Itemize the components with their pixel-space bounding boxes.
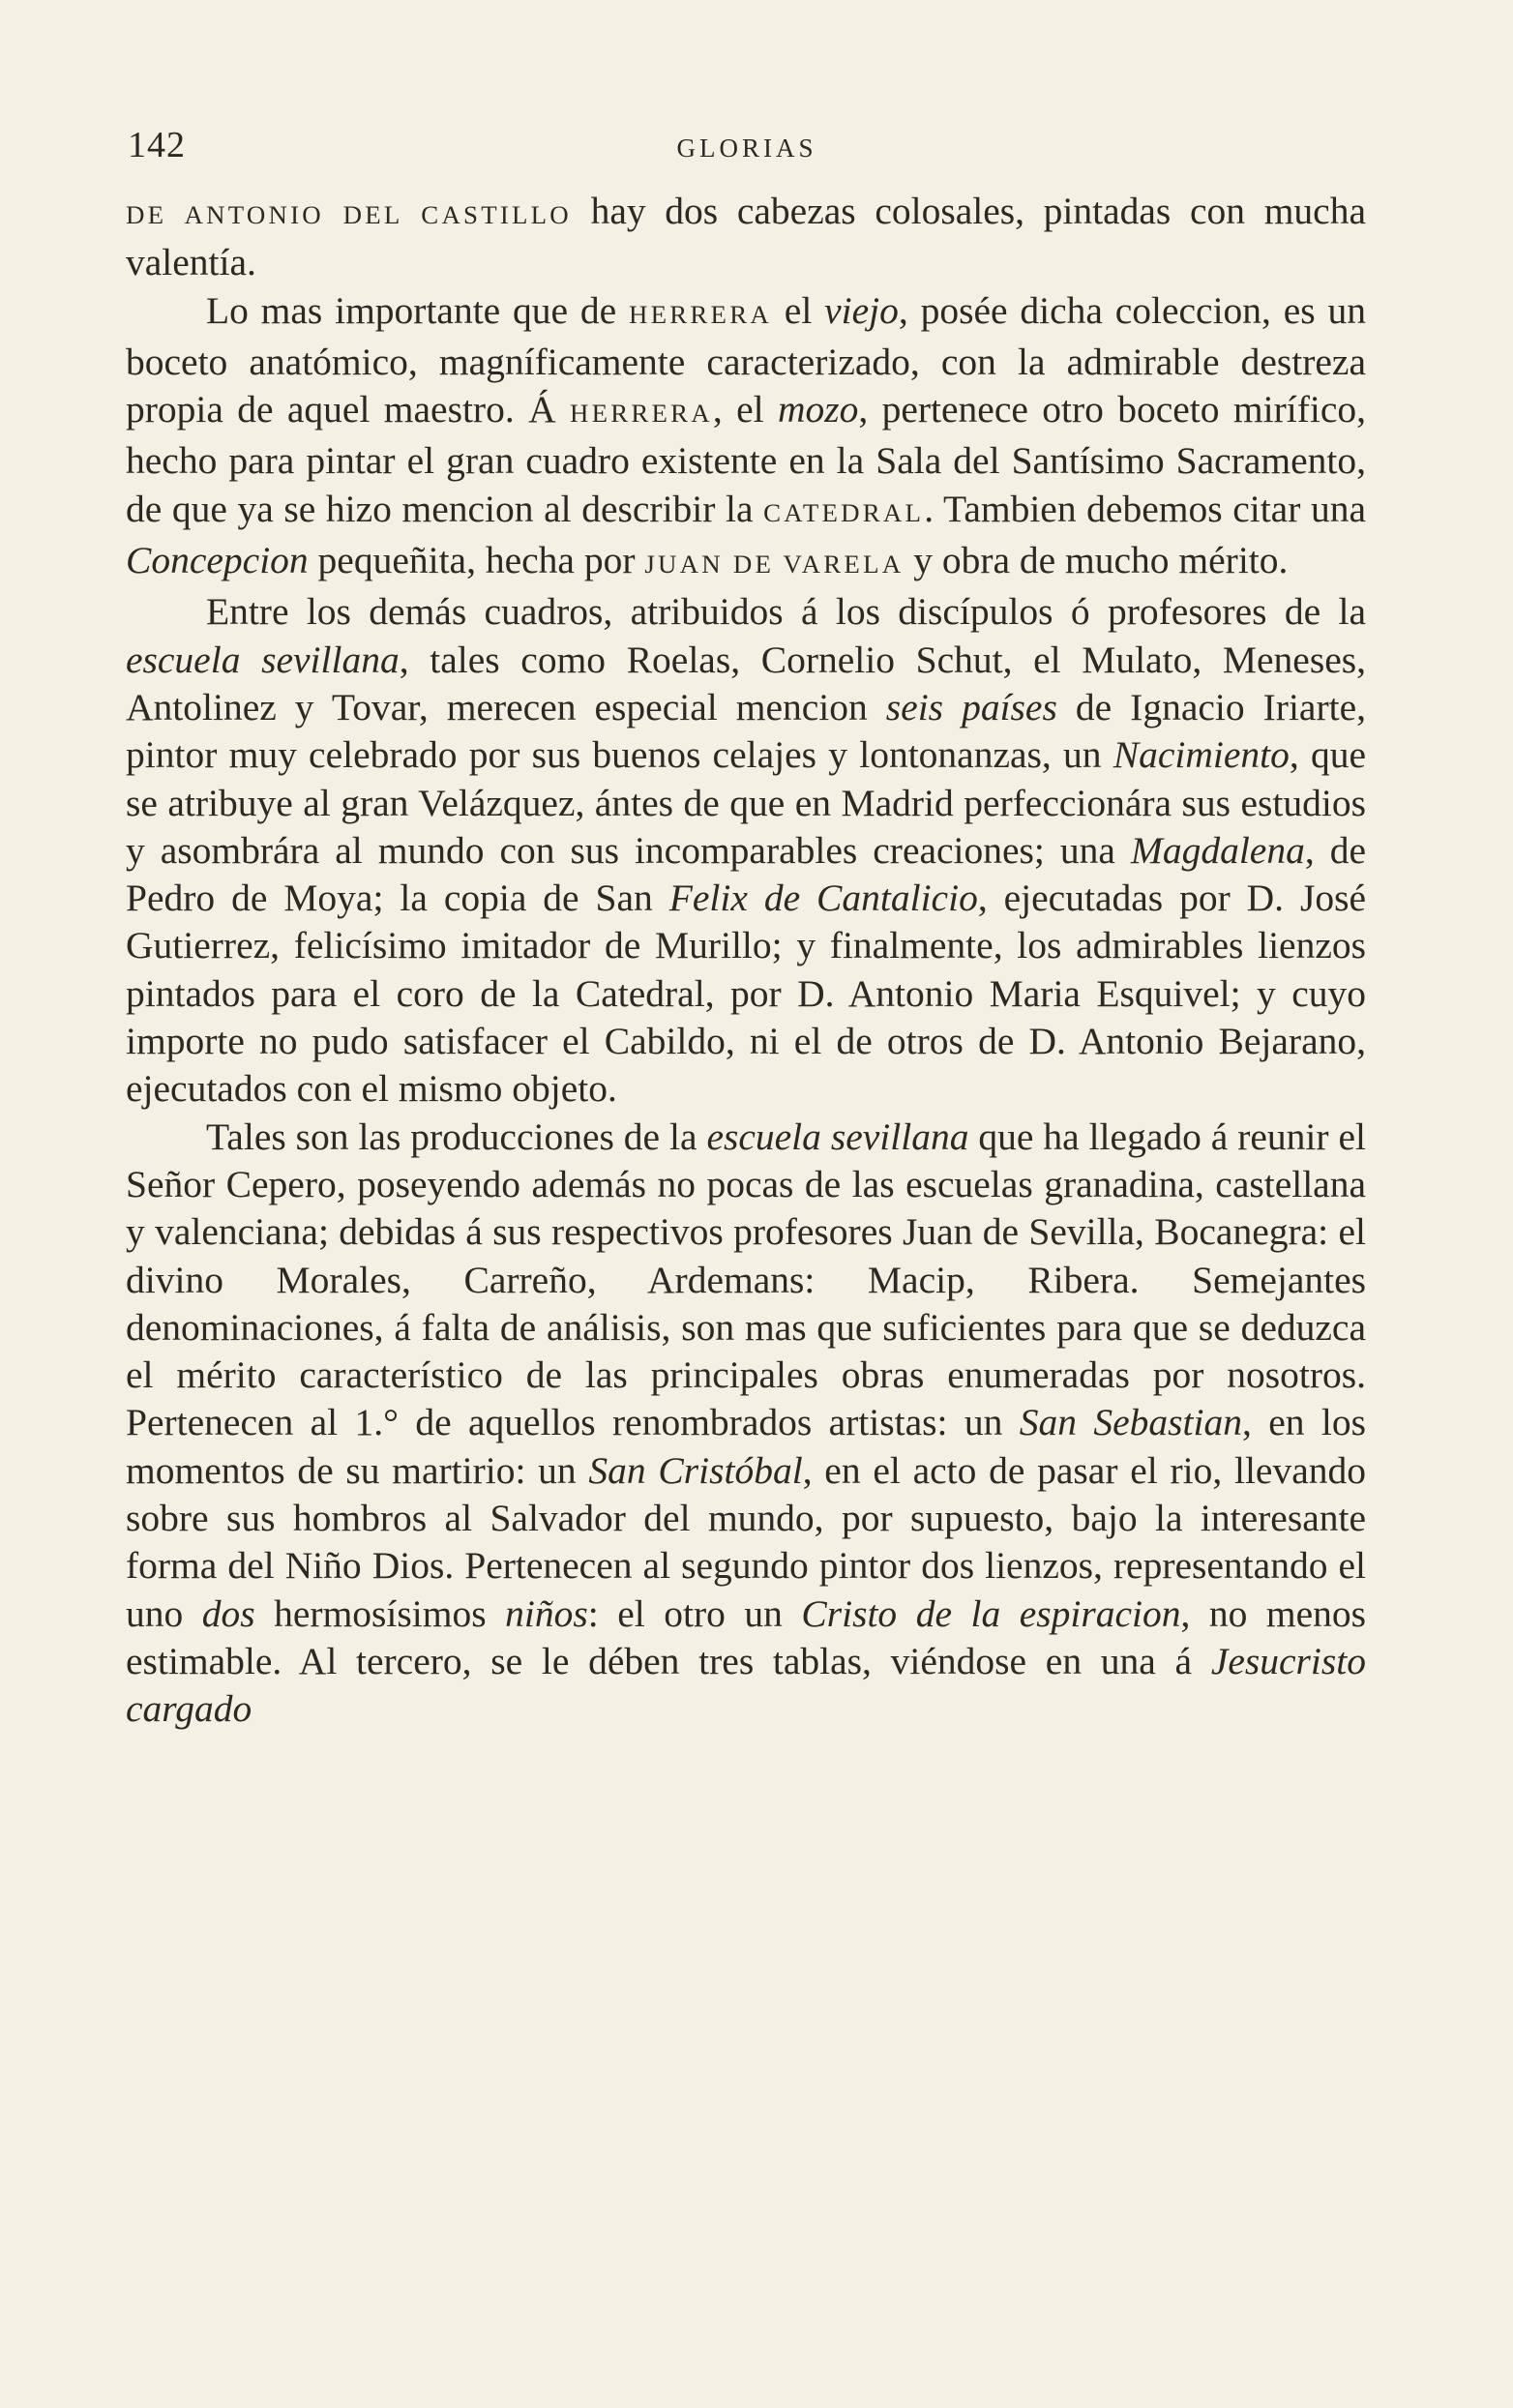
italic-title: seis países <box>885 685 1057 728</box>
text-run: , en los momentos de su martirio: un <box>126 1401 1366 1492</box>
small-caps-name: HERRERA <box>569 399 713 429</box>
paragraph <box>126 1114 1366 1734</box>
text-run: pequeñita, hecha por <box>308 539 645 582</box>
italic-title: Magdalena <box>1130 828 1305 872</box>
text-run: , posée dicha coleccion, es un boceto anatómico, magníficamente caracterizado, con la admirable destreza propia de aquel maestro. Á <box>126 288 1366 431</box>
italic-title: escuela sevillana <box>126 638 400 681</box>
text-run: hay dos cabezas colosales, pintadas con mucha valentía. <box>126 190 1366 284</box>
text-run: , que se atribuye al gran Velázquez, ántes de que en Madrid perfeccionára sus estudios y asombrára al mundo con sus incomparables creaciones; una <box>126 733 1366 872</box>
italic-title: Felix de Cantalicio <box>668 877 978 920</box>
paragraph <box>126 188 1366 287</box>
italic-title: niños <box>505 1591 588 1635</box>
paragraph <box>126 287 1366 589</box>
text-run: y obra de mucho mérito. <box>904 539 1289 582</box>
text-run: : el otro un <box>587 1591 802 1635</box>
text-run: , el <box>712 388 778 431</box>
italic-title: dos <box>201 1591 255 1635</box>
body-text <box>126 188 1366 1734</box>
text-run: el <box>771 288 825 332</box>
text-run: . Tambien debemos citar una <box>924 487 1366 530</box>
small-caps-name: CATEDRAL <box>763 497 925 527</box>
text-run: , no menos estimable. Al tercero, se le dében tres tablas, viéndose en una á <box>126 1591 1367 1682</box>
italic-title: Cristo de la espiracion <box>801 1591 1181 1635</box>
text-run: , en el acto de pasar el rio, llevando sobre sus hombros al Salvador del mundo, por supuesto, bajo la interesante forma del Niño Dios. Pertenecen al segundo pintor dos lienzos, representando el uno <box>126 1448 1366 1635</box>
italic-title: San Cristóbal <box>588 1448 803 1492</box>
italic-title: Concepcion <box>126 539 309 582</box>
small-caps-name: HERRERA <box>629 299 772 329</box>
small-caps-name: DE ANTONIO DEL CASTILLO <box>126 200 572 229</box>
text-run: hermosísimos <box>254 1591 506 1635</box>
italic-title: escuela sevillana <box>706 1115 969 1158</box>
text-run: , ejecutadas por D. José Gutierrez, felicísimo imitador de Murillo; y finalmente, los admirables lienzos pintados para el coro de la Catedral, por D. Antonio Maria Esquivel; y cuyo importe no pudo satisfacer el Cabildo, ni el de otros de D. Antonio Bejarano, ejecutados con el mismo objeto. <box>126 877 1367 1111</box>
running-title: GLORIAS <box>676 134 817 163</box>
italic-title: mozo <box>777 388 859 431</box>
text-run: Lo mas importante que de <box>205 288 630 332</box>
text-run: , tales como Roelas, Cornelio Schut, el Mulato, Meneses, Antolinez y Tovar, merecen especial mencion <box>126 638 1366 728</box>
text-run: Entre los demás cuadros, atribuidos á los discípulos ó profesores de la <box>205 590 1366 634</box>
text-run: , de Pedro de Moya; la copia de San <box>126 828 1366 920</box>
page-header <box>128 124 1366 166</box>
italic-title: San Sebastian <box>1019 1401 1242 1444</box>
text-run: que ha llegado á reunir el Señor Cepero, poseyendo además no pocas de las escuelas granadina, castellana y valenciana; debidas á sus respectivos profesores Juan de Sevilla, Bocanegra: el divino Morales, Carreño, Ardemans: Macip, Ribera. Semejantes denominaciones, á falta de análisis, son mas que suficientes para que se deduzca el mérito característico de las principales obras enumeradas por nosotros. Pertenecen al 1.° de aquellos renombrados artistas: un <box>126 1115 1367 1444</box>
text-run: , pertenece otro boceto mirífico, hecho para pintar el gran cuadro existente en la Sala del Santísimo Sacramento, de que ya se hizo mencion al describir la <box>126 388 1366 530</box>
page-number: 142 <box>128 125 186 165</box>
italic-title: viejo <box>824 288 899 332</box>
text-run: de Ignacio Iriarte, pintor muy celebrado por sus buenos celajes y lontonanzas, un <box>126 685 1366 777</box>
italic-title: Nacimiento <box>1112 733 1290 777</box>
paragraph <box>126 588 1366 1113</box>
italic-title: Jesucristo cargado <box>126 1639 1366 1731</box>
text-run: Tales son las producciones de la <box>205 1115 707 1158</box>
small-caps-name: JUAN DE VARELA <box>644 550 905 580</box>
